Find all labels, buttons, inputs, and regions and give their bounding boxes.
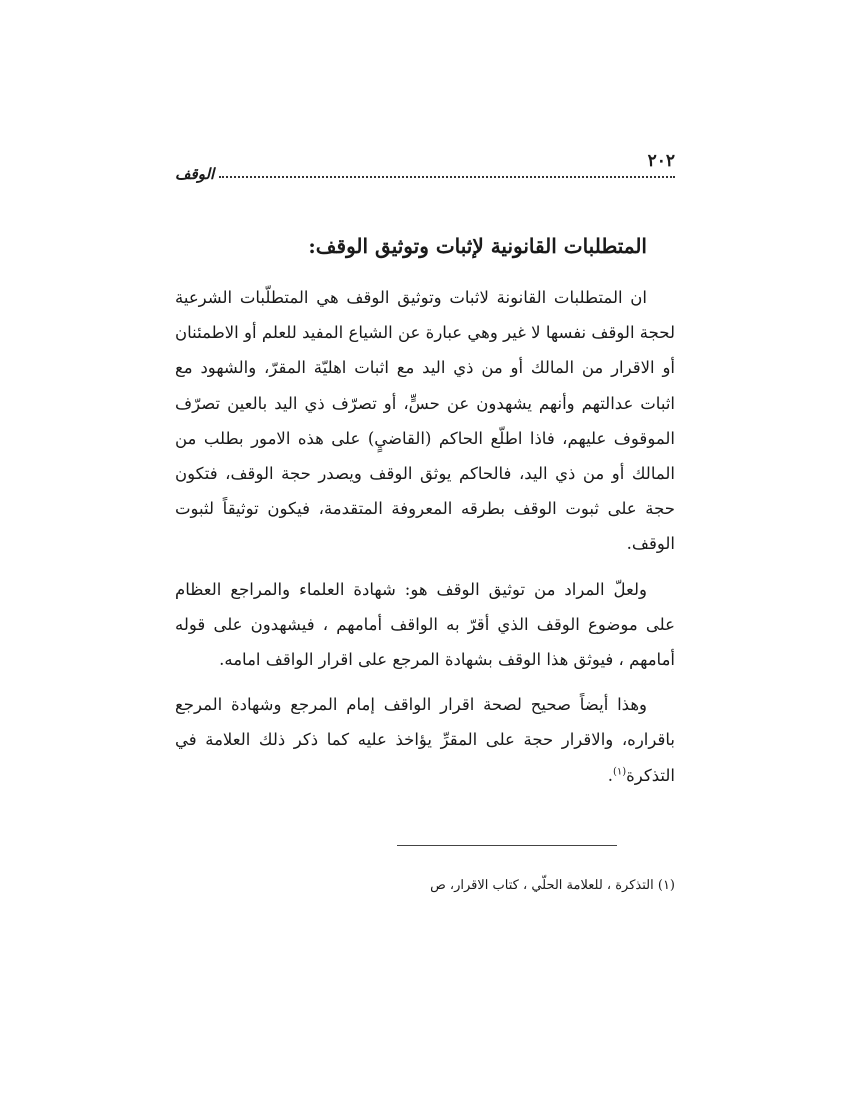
footnote-rule <box>397 845 617 846</box>
paragraph-3 <box>175 687 675 793</box>
header-dotted-leader <box>219 176 675 178</box>
footnote: (١) التذكرة ، للعلامة الحلّي ، كتاب الاقرار، ص <box>430 877 675 893</box>
paragraph-2: ولعلّ المراد من توثيق الوقف هو: شهادة العلماء والمراجع العظام على موضوع الوقف الذي أقرّ به الواقف أمامهم ، فيشهدون على قوله أمامهم ، فيوثق هذا الوقف بشهادة المرجع على اقرار الواقف امامه. <box>175 579 675 670</box>
paragraph-1: ان المتطلبات القانونة لاثبات وتوثيق الوقف هي المتطلّبات الشرعية لحجة الوقف نفسها لا غير وهي عبارة عن الشياع المفيد للعلم أو الاطمئنان أو الاقرار من المالك أو من ذي اليد مع اثبات اهليّة المقرّ، والشهود مع اثبات عدالتهم وأنهم يشهدون عن حسٍّ، أو تصرّف ذي اليد بالعين تصرّف الموقوف عليهم، فاذا اطلّع الحاكم (القاضيٍ) على هذه الامور بطلب من المالك أو من ذي اليد، فالحاكم يوثق الوقف ويصدر حجة الوقف، فتكون حجة على ثبوت الوقف بطرقه المعروفة المتقدمة، فيكون توثيقاً لثبوت الوقف. <box>175 288 675 554</box>
paragraph-3-text: وهذا أيضاً صحيح لصحة اقرار الواقف إمام المرجع وشهادة المرجع باقراره، والاقرار حجة على المقرِّ يؤاخذ عليه كما ذكر ذلك العلامة في التذكرة <box>175 695 675 785</box>
footnote-reference[interactable]: (١) <box>612 766 627 778</box>
page-number: ٢٠٢ <box>647 151 675 171</box>
section-heading: المتطلبات القانونية لإثبات وتوثيق الوقف: <box>308 234 647 258</box>
body-text <box>175 280 675 793</box>
running-header <box>175 150 675 184</box>
running-title: الوقف <box>175 165 215 183</box>
book-page <box>175 150 675 896</box>
footnote-separator <box>175 845 675 846</box>
paragraph-3-end: . <box>607 765 613 785</box>
